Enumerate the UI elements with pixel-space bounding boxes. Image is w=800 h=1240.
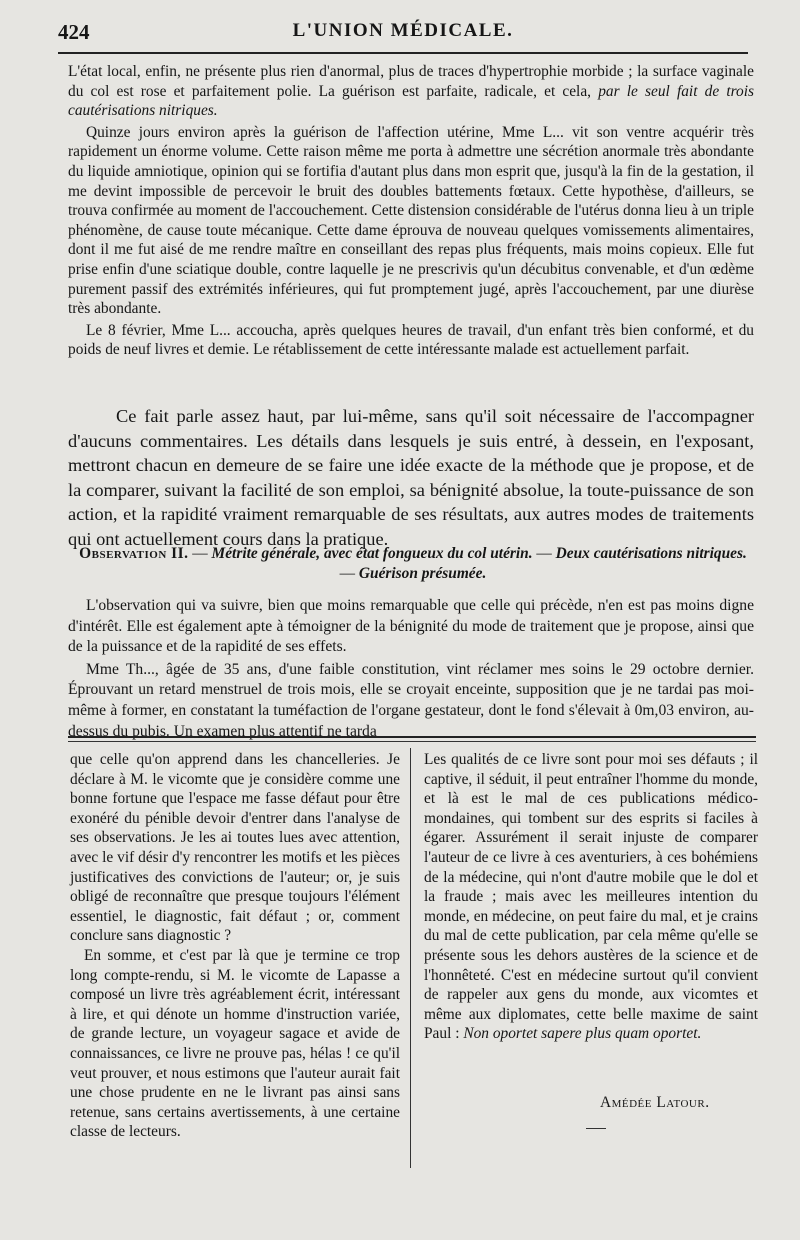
end-rule [586, 1128, 606, 1129]
paragraph-text: L'état local, enfin, ne présente plus rien d'anormal, plus de traces d'hypertrophie morbide ; la surface vaginale du col est rose et parfaitement polie. La guérison est parfaite, radicale, et cela, [68, 63, 754, 100]
paragraph-patient: Mme Th..., âgée de 35 ans, d'une faible constitution, vint réclamer mes soins le 29 octobre dernier. Éprouvant un retard menstruel de trois mois, elle se croyait enceinte, supposition que je ne tardai pas moi-même à former, en constatant la tuméfaction de l'organe gestateur, dont le fond s'élevait à 0m,03 environ, au-dessus du pubis. Un examen plus attentif ne tarda [68, 660, 754, 740]
feuilleton-left-column [70, 750, 400, 1142]
observation-title-part: Guérison présumée. [358, 565, 487, 582]
paragraph-local-state [68, 62, 754, 121]
running-title: L'UNION MÉDICALE. [292, 20, 514, 41]
observation-heading [70, 544, 756, 584]
signature-text: Amédée Latour. [600, 1094, 710, 1111]
case-conclusion [68, 62, 754, 360]
column-divider [410, 748, 411, 1168]
paragraph-critique [424, 750, 758, 1044]
observation-label: Observation II. [79, 545, 189, 562]
header-rule [58, 52, 748, 54]
heading-dash: — [532, 545, 556, 562]
feuilleton-rule [68, 741, 756, 742]
paragraph-reflection: Ce fait parle assez haut, par lui-même, sans qu'il soit nécessaire de l'accompagner d'aucuns commentaires. Les détails dans lesquels je suis entré, à dessein, en l'exposant, mettront chacun en demeure de se faire une idée exacte de la méthode que je propose, et de la comparer, suivant la facilité de son emploi, sa bénignité absolue, la toute-puissance de son action, et la rapidité vraiment remarquable de ses résultats, aux autres modes de traitements qui ont actuellement cours dans la pratique. [68, 406, 754, 549]
latin-maxim: Non oportet sapere plus quam oportet. [463, 1025, 702, 1043]
page-number: 424 [58, 20, 90, 44]
feuilleton-right-column [424, 750, 758, 1044]
author-signature [600, 1094, 710, 1112]
observation-body [68, 596, 754, 744]
paragraph-observation-intro: L'observation qui va suivre, bien que moins remarquable que celle qui précède, n'en est pas moins digne d'intérêt. Elle est également apte à témoigner de la bénignité du mode de traitement que je propose, ainsi que de la puissance et de la rapidité de ses effets. [68, 597, 754, 656]
reflection-section [68, 404, 754, 552]
paragraph-pregnancy: Quinze jours environ après la guérison de l'affection utérine, Mme L... vit son ventre acquérir très rapidement un énorme volume. Cette raison même me porta à admettre une sécrétion anormale très abondante du liquide amniotique, opinion qui se fortifia d'autant plus dans mon esprit que, jusqu'à la fin de la gestation, il me devint impossible de percevoir le bruit des doubles battements fœtaux. Cette hypothèse, d'ailleurs, se trouva confirmée au moment de l'accouchement. Cette distension considérable de l'utérus donna lieu à un triple phénomène, de cause toute mécanique. Cette dame éprouva de nouveau quelques vomissements alimentaires, dont il me fut aisé de me rendre maître en conseillant des repas plus fréquents, mais moins copieux. Elle fut prise enfin d'une sciatique double, contre laquelle je ne prescrivis qu'un décubitus convenable, et d'un œdème purement passif des extrémités inférieures, qui fut promptement jugé, après l'accouchement, par une diurèse très abondante. [68, 123, 754, 318]
paragraph-review: que celle qu'on apprend dans les chancelleries. Je déclare à M. le vicomte que je considère comme une bonne fortune que l'espace me fasse défaut pour être exonéré du pénible devoir d'entrer dans l'analyse de ses observations. Je les ai toutes lues avec attention, avec le vif désir d'y rencontrer les motifs et les pièces justificatives des convictions de l'auteur; or, je suis obligé de reconnaître que presque toujours l'élément essentiel, le diagnostic, fait défaut ; or, comment conclure sans diagnostic ? [70, 751, 400, 945]
feuilleton-rule [68, 736, 756, 738]
heading-dash: — [339, 565, 359, 582]
observation-title-part: Métrite générale, avec état fongueux du col utérin. [211, 545, 533, 562]
paragraph-text: Les qualités de ce livre sont pour moi ses défauts ; il captive, il séduit, il peut entraîner l'homme du monde, et là est le mal de ces publications médico-mondaines, qui tombent sur des esprits si faciles à égarer. Assurément il serait injuste de comparer l'auteur de ce livre à ces aventuriers, à ces bohémiens de la médecine, qui n'ont d'autre mobile que le dol et la fraude ; mais avec les meilleures intention du monde, en médecine, on peut faire du mal, et je crains du mal de cette publication, par cela même qu'elle se présente sous les dehors austères de la science et de l'honnêteté. C'est en médecine surtout qu'il convient de rappeler aux gens du monde, aux vicomtes et même aux diplomates, cette belle maxime de saint Paul : [424, 751, 758, 1043]
paragraph-review-summary: En somme, et c'est par là que je termine ce trop long compte-rendu, si M. le vicomte de Lapasse a composé un livre très agréablement écrit, intéressant à lire, et qui dénote un homme d'instruction variée, de grande lecture, un voyageur sagace et avide de connaissances, ce livre ne prouve pas, hélas ! ce qu'il veut prouver, et nous estimons que l'auteur aurait fait une chose prudente en ne le livrant pas ainsi sans retenue, sans certains avertissements, à une certaine classe de lecteurs. [70, 946, 400, 1141]
heading-dash: — [188, 545, 212, 562]
emphasis-text: par le seul fait de trois cautérisations nitriques. [68, 82, 754, 120]
page-header [58, 18, 748, 46]
observation-title-part: Deux cautérisations nitriques. [555, 545, 747, 562]
paragraph-delivery: Le 8 février, Mme L... accoucha, après quelques heures de travail, d'un enfant très bien conformé, et du poids de neuf livres et demie. Le rétablissement de cette intéressante malade est actuellement parfait. [68, 321, 754, 359]
